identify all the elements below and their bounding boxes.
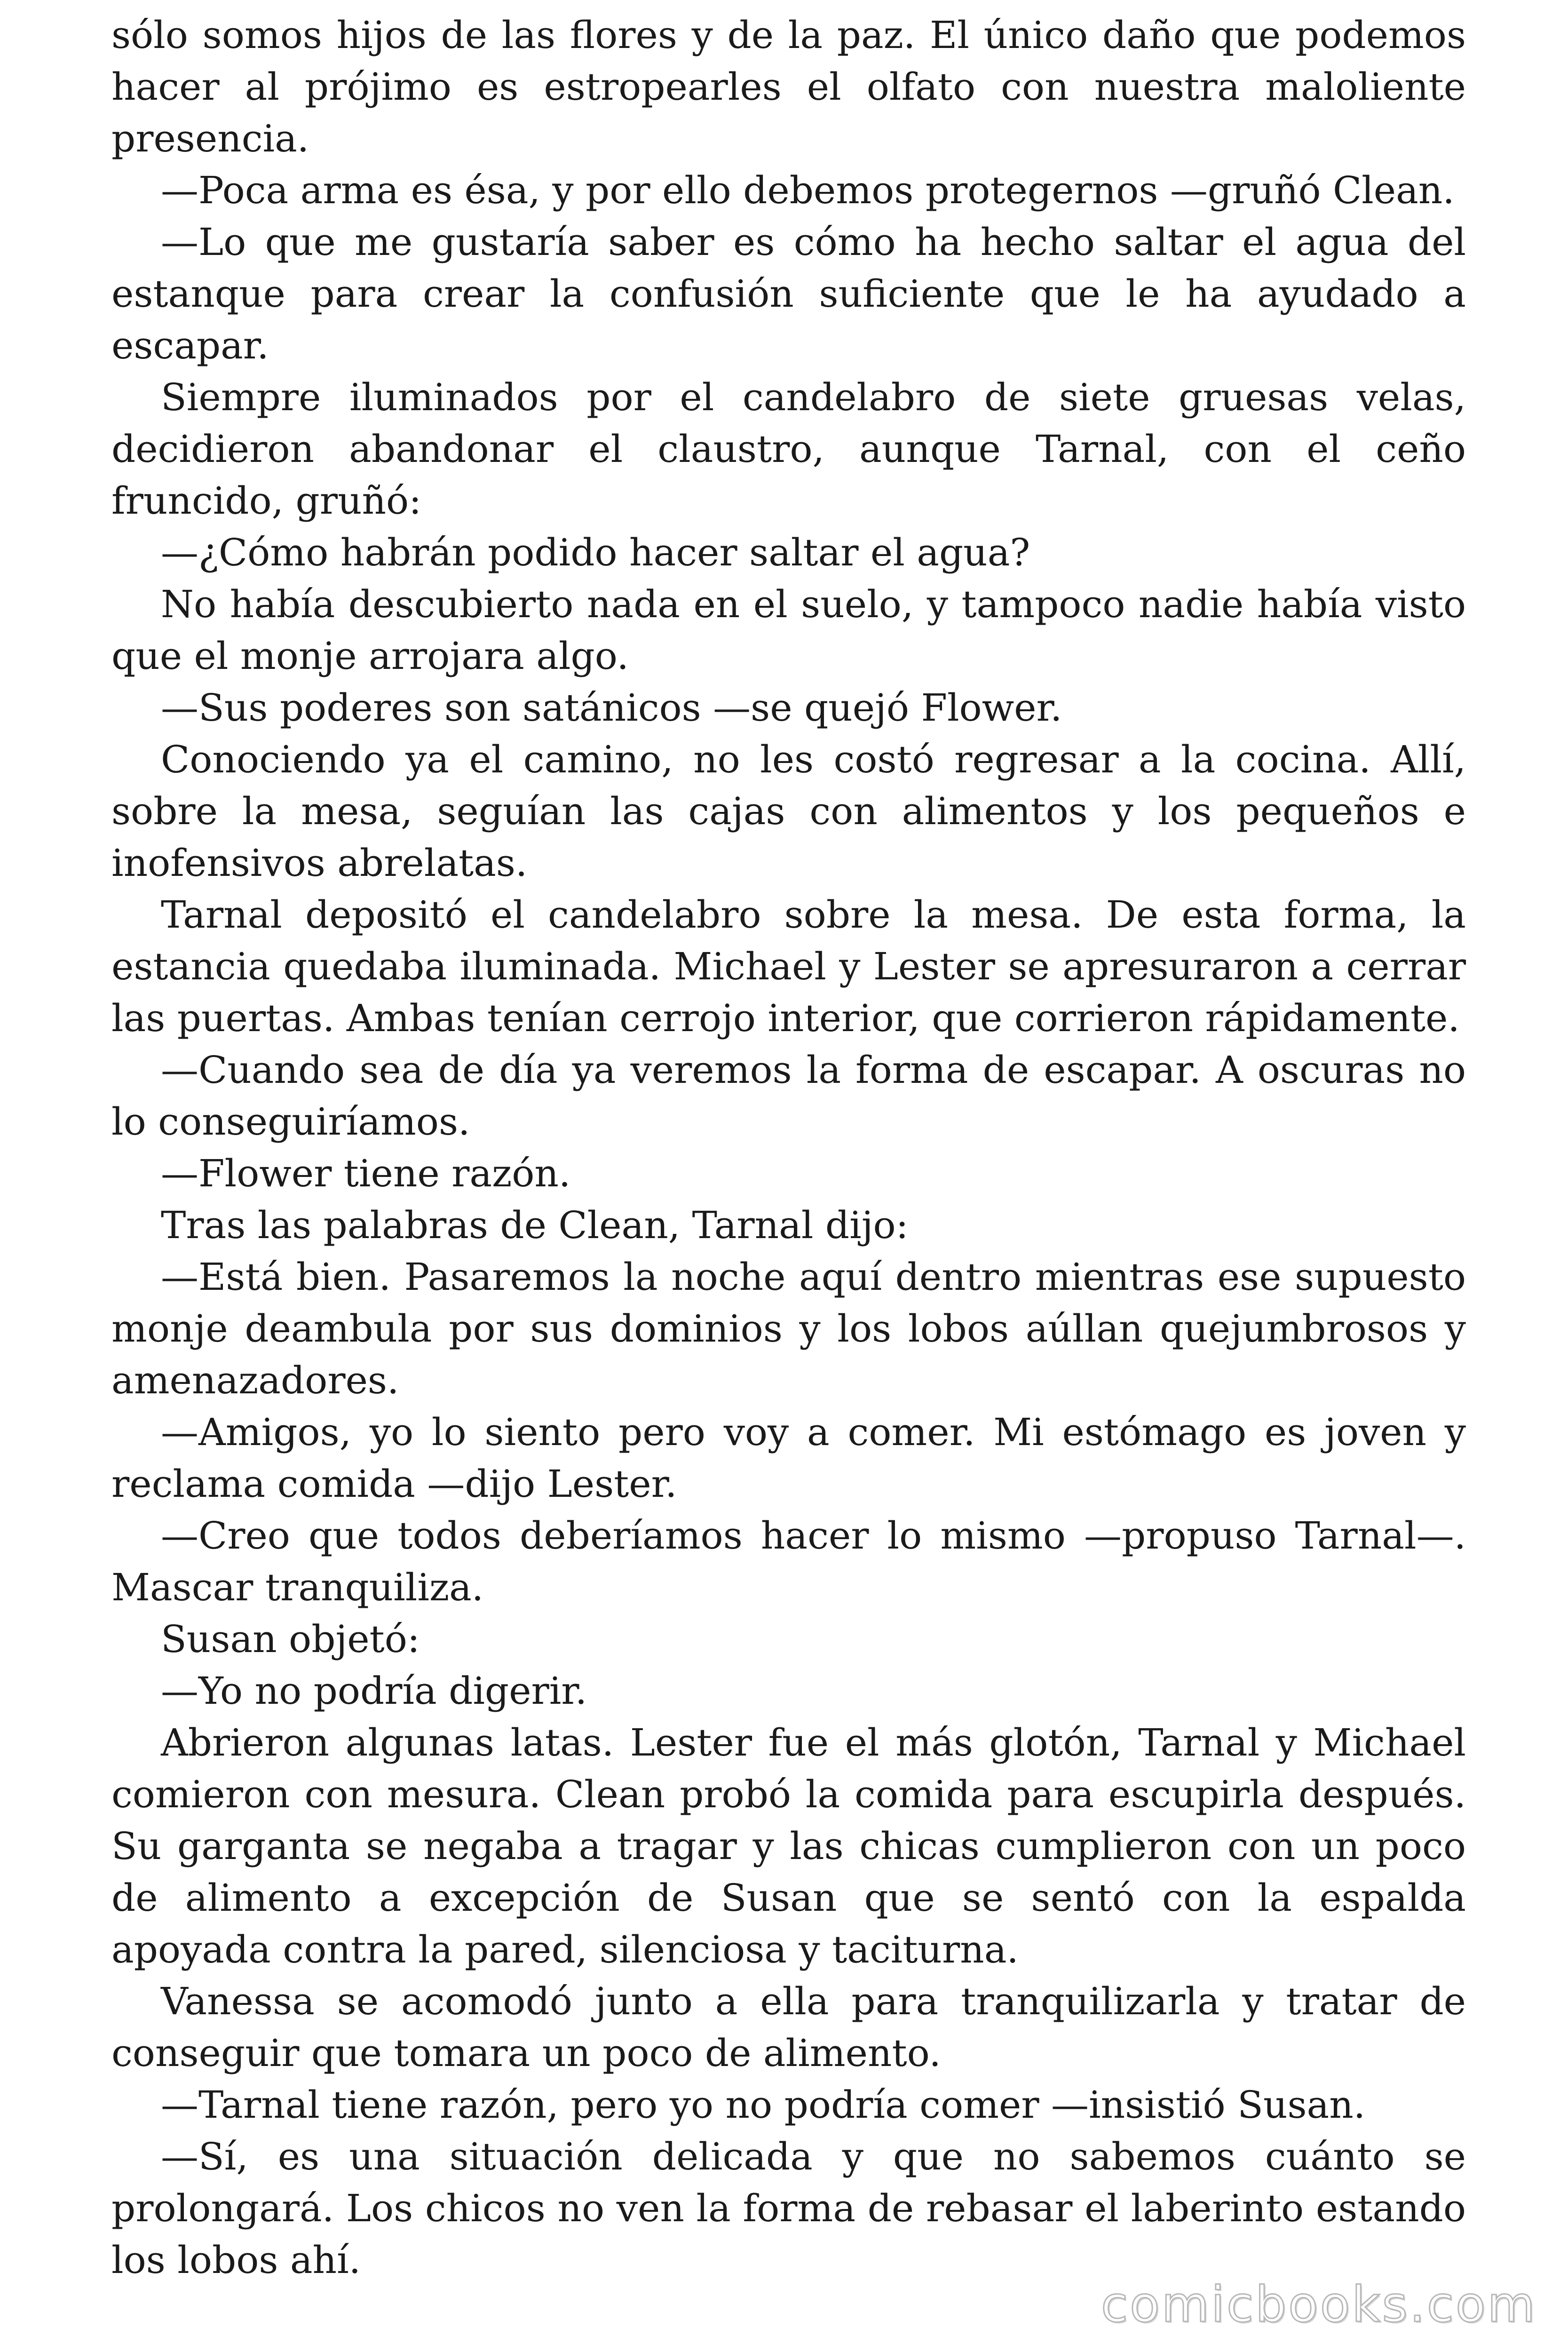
paragraph: No había descubierto nada en el suelo, y tampoco nadie había visto que el monje arrojara algo. bbox=[111, 582, 1466, 678]
paragraph: —Amigos, yo lo siento pero voy a comer. Mi estómago es joven y reclama comida —dijo Lester. bbox=[111, 1410, 1466, 1506]
paragraph: —Tarnal tiene razón, pero yo no podría comer —insistió Susan. bbox=[161, 2083, 1366, 2127]
paragraph: Tarnal depositó el candelabro sobre la mesa. De esta forma, la estancia quedaba iluminada. Michael y Lester se apresuraron a cerrar las puertas. Ambas tenían cerrojo interior, que corrieron rápidamente. bbox=[111, 893, 1466, 1040]
paragraph: —Poca arma es ésa, y por ello debemos protegernos —gruñó Clean. bbox=[161, 168, 1455, 212]
paragraph: —Está bien. Pasaremos la noche aquí dentro mientras ese supuesto monje deambula por sus dominios y los lobos aúllan quejumbrosos y amenazadores. bbox=[111, 1255, 1466, 1402]
paragraph: —Yo no podría digerir. bbox=[161, 1669, 587, 1713]
paragraph: Abrieron algunas latas. Lester fue el más glotón, Tarnal y Michael comieron con mesura. Clean probó la comida para escupirla después. Su garganta se negaba a tragar y las chicas cumplieron con un poco de alimento a excepción de Susan que se sentó con la espalda apoyada contra la pared, silenciosa y taciturna. bbox=[111, 1721, 1466, 1971]
paragraph: —Flower tiene razón. bbox=[161, 1152, 571, 1195]
paragraph: Susan objetó: bbox=[161, 1617, 420, 1661]
paragraph: Conociendo ya el camino, no les costó regresar a la cocina. Allí, sobre la mesa, seguían las cajas con alimentos y los pequeños e inofensivos abrelatas. bbox=[111, 738, 1466, 885]
paragraph: Vanessa se acomodó junto a ella para tranquilizarla y tratar de conseguir que tomara un poco de alimento. bbox=[111, 1979, 1466, 2075]
paragraph: —Cuando sea de día ya veremos la forma de escapar. A oscuras no lo conseguiríamos. bbox=[111, 1048, 1466, 1144]
paragraph: —Sí, es una situación delicada y que no sabemos cuánto se prolongará. Los chicos no ven la forma de rebasar el laberinto estando los lobos ahí. bbox=[111, 2135, 1466, 2282]
paragraph: —Lo que me gustaría saber es cómo ha hecho saltar el agua del estanque para crear la confusión suficiente que le ha ayudado a escapar. bbox=[111, 220, 1466, 367]
page-body-text bbox=[111, 9, 1466, 2286]
watermark-logo: comicbooks.com bbox=[1101, 2276, 1537, 2333]
paragraph: Tras las palabras de Clean, Tarnal dijo: bbox=[161, 1203, 909, 1247]
paragraph: Siempre iluminados por el candelabro de siete gruesas velas, decidieron abandonar el claustro, aunque Tarnal, con el ceño fruncido, gruñó: bbox=[111, 375, 1466, 523]
paragraph: —Creo que todos deberíamos hacer lo mismo —propuso Tarnal—. Mascar tranquiliza. bbox=[111, 1514, 1466, 1609]
paragraph: —Sus poderes son satánicos —se quejó Flower. bbox=[161, 686, 1062, 730]
paragraph: —¿Cómo habrán podido hacer saltar el agua? bbox=[161, 531, 1030, 574]
paragraph-continuation: sólo somos hijos de las flores y de la paz. El único daño que podemos hacer al prójimo es estropearles el olfato con nuestra maloliente presencia. bbox=[111, 13, 1466, 160]
